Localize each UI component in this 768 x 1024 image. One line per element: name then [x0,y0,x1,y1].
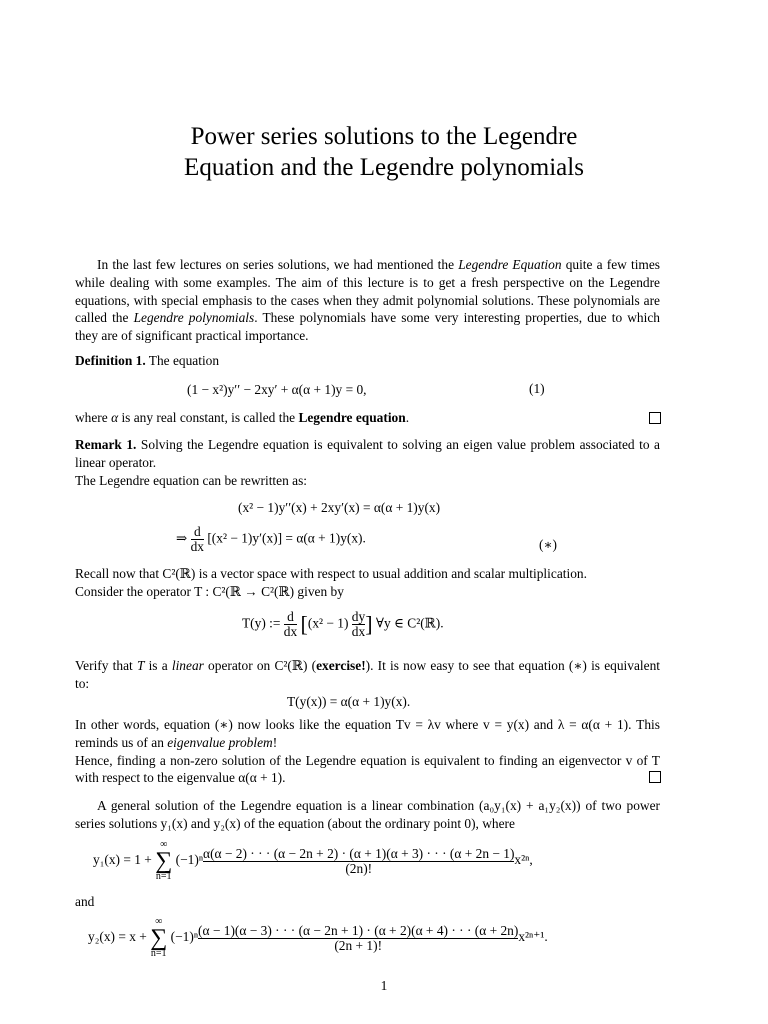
legendre-equation: (1 − x²)y′′ − 2xy′ + α(α + 1)y = 0, [187,382,367,397]
general-solution-paragraph: A general solution of the Legendre equation is a linear combination (a₀y₁(x) + a₁y₂(x)) of two power series solutions y₁(x) and y₂(x) of the equation (about the ordinary point 0), where [75,798,660,831]
page-number: 1 [380,978,388,993]
eigen-equation: T(y(x)) = α(α + 1)y(x). [287,694,411,709]
y1-series-equation: y₁(x) = 1 + ∞ ∑ n=1 (−1)ⁿ α(α − 2) · · · (α − 2n + 2) · (α + 1)(α + 3) · · · (α + 2n − 1) (2n)! x²ⁿ, [93,839,533,882]
operator-definition: T(y) := $\frac{d}{dx}$ [(x² − 1) $\frac{dy}{dx}$ ] ∀y ∈ C²(ℝ). [242,609,444,639]
definition-heading: Definition 1. The equation [75,353,220,368]
title-line-1: Power series solutions to the Legendre [190,123,578,150]
definition-text: where α is any real constant, is called the Legendre equation. [75,410,410,425]
derivative-form-equation: ⇒ $\frac{d}{dx}$ [(x² − 1)y′(x)] = α(α + 1)y(x). [176,524,366,554]
rewritten-equation: (x² − 1)y′′(x) + 2xy′(x) = α(α + 1)y(x) [238,500,441,515]
equation-number-1: (1) [529,381,545,396]
y2-series-equation: y₂(x) = x + ∞ ∑ n=1 (−1)ⁿ (α − 1)(α − 3) · · · (α − 2n + 1) · (α + 2)(α + 4) · · · (α + 2n) (2n + 1)! x²ⁿ⁺¹. [88,916,548,959]
title-line-2: Equation and the Legendre polynomials [184,154,584,181]
other-words-paragraph: In other words, equation (∗) now looks like the equation Tv = λv where v = y(x) and λ = α(α + 1). This reminds us of an eigenvalue problem! Hence, finding a non-zero solution of the Legendre equation is equivalent to finding an eigenvector v of T with respect to the eigenvalue α(α + 1). [75,717,660,786]
qed-box-remark [649,771,661,783]
verify-paragraph: Verify that T is a linear operator on C²(ℝ) (exercise!). It is now easy to see that equation (∗) is equivalent to: [75,658,660,691]
qed-box-definition [649,412,661,424]
intro-paragraph: In the last few lectures on series solutions, we had mentioned the Legendre Equation quite a few times while dealing with some examples. The aim of this lecture is to get a fresh perspective on the Legendre equations, with special emphasis to the cases when they admit polynomial solutions. These polynomials are called the Legendre polynomials. These polynomials have some very interesting properties, due to which they are of significant practical importance. [75,257,660,344]
remark-paragraph: Remark 1. Solving the Legendre equation is equivalent to solving an eigen value problem associated to a linear operator. The Legendre equation can be rewritten as: [75,437,661,488]
equation-tag-star: (∗) [539,537,558,552]
recall-paragraph: Recall now that C²(ℝ) is a vector space with respect to usual addition and scalar multiplication. Consider the operator T : C²(ℝ → C²(ℝ) given by [75,566,587,599]
and-text: and [75,894,95,909]
